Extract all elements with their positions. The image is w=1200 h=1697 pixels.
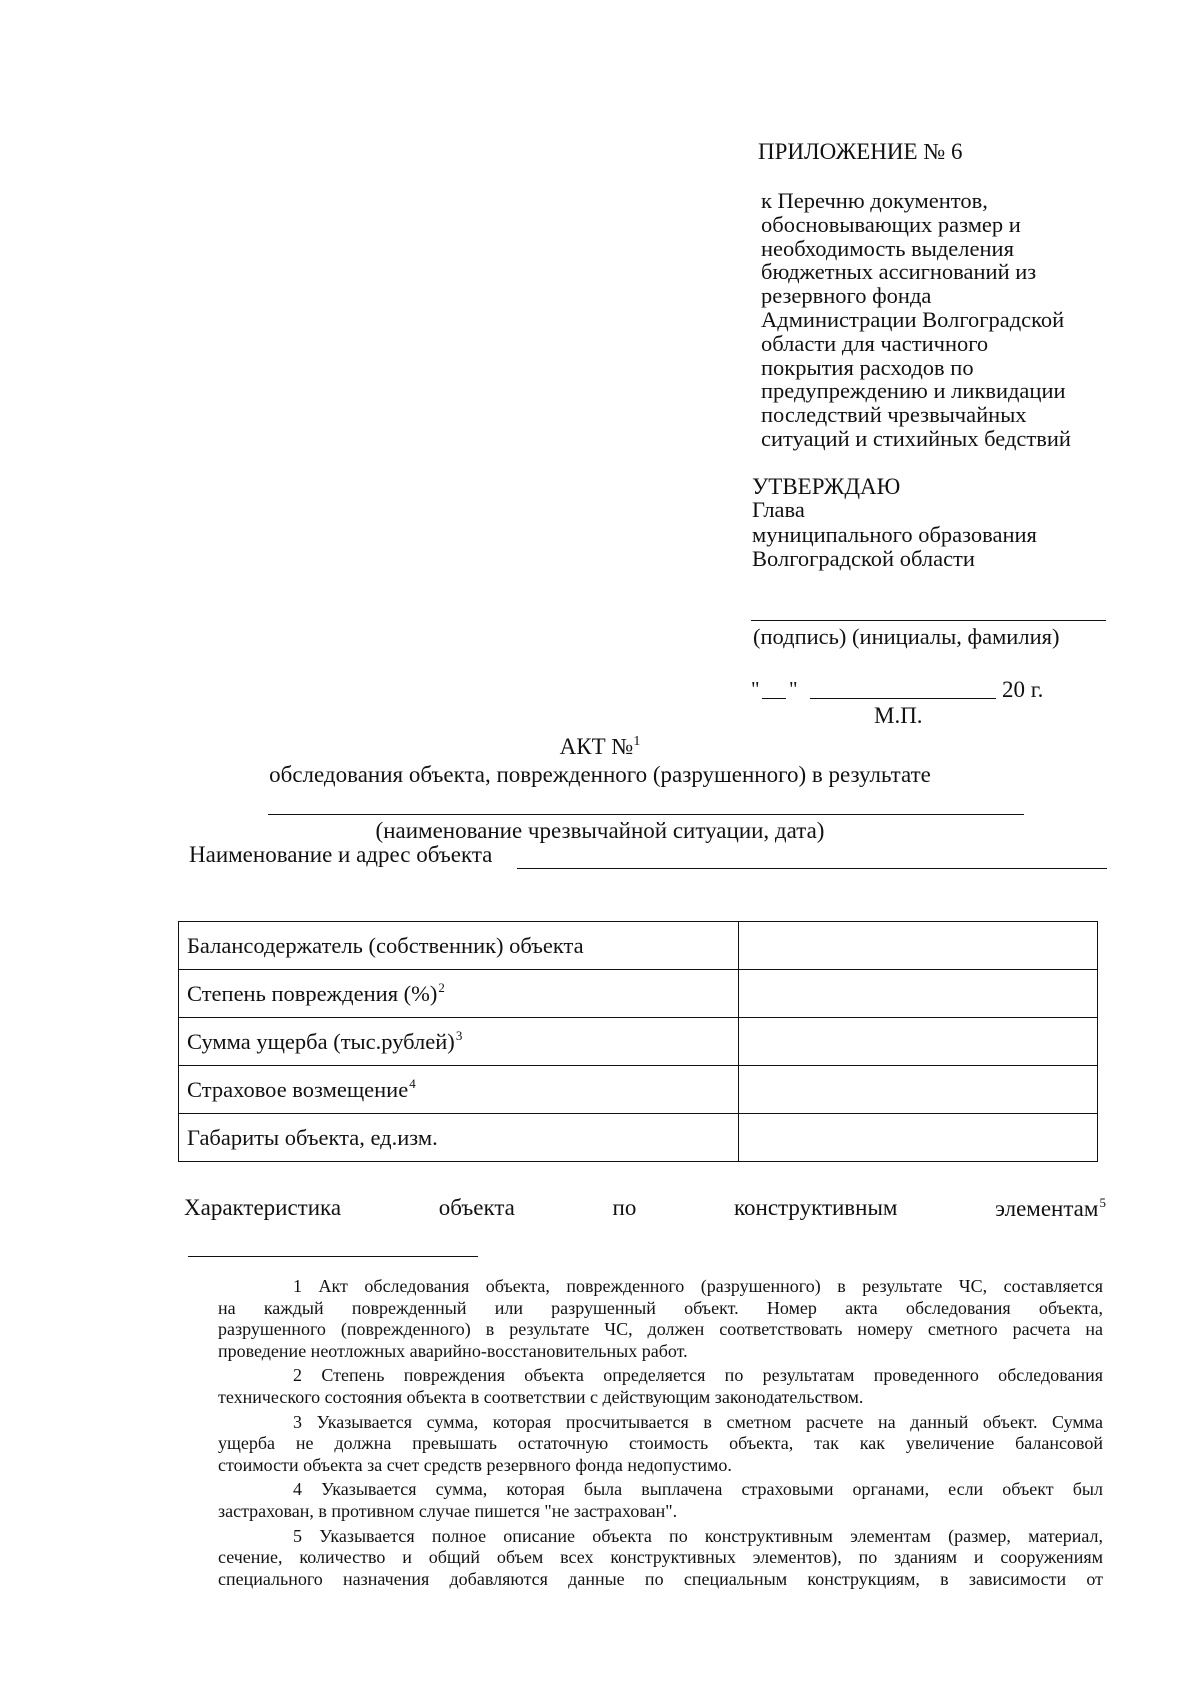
annex-line: бюджетных ассигнований из: [761, 259, 1037, 285]
footnote-line: на каждый поврежденный или разрушенный объект. Номер акта обследования объекта,: [218, 1297, 1103, 1318]
table-label-cell: [179, 1066, 739, 1114]
characteristic-word: по: [612, 1195, 637, 1220]
date-quote-close: ": [789, 677, 798, 701]
table-value-cell[interactable]: [739, 970, 1098, 1018]
characteristic-word: элементам: [995, 1196, 1099, 1221]
table-label-cell: [179, 922, 739, 970]
annex-line: области для частичного: [761, 330, 989, 356]
table-value-cell[interactable]: [739, 1114, 1098, 1162]
emergency-caption: (наименование чрезвычайной ситуации, дата): [375, 818, 825, 843]
footnote-line: стоимости объекта за счет средств резервного фонда недопустимо.: [218, 1454, 732, 1475]
footnote-line: застрахован, в противном случае пишется "не застрахован".: [218, 1500, 678, 1521]
footnote-line: 1 Акт обследования объекта, поврежденного (разрушенного) в результате ЧС, составляется: [293, 1276, 1103, 1296]
object-info-table: [178, 921, 1098, 1162]
annex-line: обосновывающих размер и: [761, 211, 1021, 237]
annex-line: необходимость выделения: [761, 235, 1014, 261]
table-row: [179, 922, 1098, 970]
table-row: [179, 1114, 1098, 1162]
characteristic-footnote-mark: 5: [1099, 1195, 1106, 1210]
row-label: Страховое возмещение: [187, 1077, 409, 1102]
characteristic-line: [184, 1195, 1106, 1222]
row-label: Степень повреждения (%): [187, 981, 438, 1006]
act-title: [0, 734, 1200, 760]
row-label: Габариты объекта, ед.изм.: [187, 1125, 438, 1150]
characteristic-word: конструктивным: [734, 1195, 898, 1220]
footnote-line: 4 Указывается сумма, которая была выплачена страховыми органами, если объект был: [293, 1479, 1103, 1500]
signature-line: [751, 620, 1106, 621]
footnotes: [218, 1276, 1103, 1590]
table-label-cell: [179, 970, 739, 1018]
table-label-cell: [179, 1018, 739, 1066]
row-label: Сумма ущерба (тыс.рублей): [187, 1029, 455, 1054]
table-row: [179, 970, 1098, 1018]
act-title-text: АКТ №: [559, 734, 634, 759]
approval-line: муниципального образования: [752, 521, 1037, 547]
signature-caption: (подпись) (инициалы, фамилия): [753, 624, 1060, 649]
table-label-cell: [179, 1114, 739, 1162]
emergency-name-line: [268, 814, 1024, 815]
annex-line: к Перечню документов,: [761, 188, 988, 213]
footnote-line: проведение неотложных аварийно-восстановительных работ.: [218, 1340, 688, 1361]
annex-line: предупреждению и ликвидации: [761, 378, 1066, 404]
table-value-cell[interactable]: [739, 922, 1098, 970]
footnote-line: специального назначения добавляются данные по специальным конструкциям, в зависимости от: [218, 1568, 1103, 1589]
row-label: Балансодержатель (собственник) объекта: [187, 933, 584, 958]
characteristic-word: Характеристика: [184, 1195, 342, 1220]
footnote-line: 5 Указывается полное описание объекта по конструктивным элементам (размер, материал,: [293, 1525, 1103, 1546]
table-row: [179, 1066, 1098, 1114]
footnote-line: 3 Указывается сумма, которая просчитывается в сметном расчете на данный объект. Сумма: [293, 1411, 1103, 1432]
row-footnote-mark: 3: [455, 1028, 463, 1043]
footnote-line: 2 Степень повреждения объекта определяется по результатам проведенного обследования: [293, 1365, 1103, 1386]
date-month-line: [810, 698, 996, 699]
table-row: [179, 1018, 1098, 1066]
approval-body: [752, 498, 1037, 572]
footnote-separator: [188, 1256, 478, 1257]
annex-line: Администрации Волгоградской: [761, 306, 1065, 332]
row-footnote-mark: 2: [438, 980, 445, 995]
characteristic-word-last: [995, 1195, 1106, 1222]
date-quote-open: ": [751, 677, 760, 701]
annex-line: покрытия расходов по: [761, 354, 974, 380]
object-name-label: Наименование и адрес объекта: [189, 842, 493, 867]
annex-line: резервного фонда: [761, 283, 932, 309]
annex-description: [761, 189, 1121, 451]
seal-label: М.П.: [874, 703, 923, 728]
annex-line: последствий чрезвычайных: [761, 402, 1027, 428]
characteristic-word: объекта: [438, 1195, 515, 1220]
date-year: 20 г.: [1002, 677, 1044, 702]
approval-line: Глава: [752, 497, 805, 522]
footnote-line: технического состояния объекта в соответствии с действующим законодательством.: [218, 1386, 864, 1407]
object-name-line: [517, 868, 1107, 869]
footnote-line: ущерба не должна превышать остаточную стоимость объекта, так как увеличение балансовой: [218, 1433, 1103, 1454]
act-title-footnote-mark: 1: [633, 734, 641, 749]
row-footnote-mark: 4: [409, 1076, 416, 1091]
annex-line: ситуаций и стихийных бедствий: [761, 425, 1071, 451]
act-subtitle: обследования объекта, поврежденного (разрушенного) в результате: [269, 762, 931, 787]
annex-title: ПРИЛОЖЕНИЕ № 6: [758, 139, 963, 164]
table-value-cell[interactable]: [739, 1018, 1098, 1066]
approval-line: Волгоградской области: [752, 546, 975, 571]
footnote-line: сечение, количество и общий объем всех конструктивных элементов), по зданиям и сооружениям: [218, 1547, 1103, 1568]
date-day-line: [762, 698, 786, 699]
approval-heading: УТВЕРЖДАЮ: [752, 474, 901, 499]
footnote-line: разрушенного (поврежденного) в результате ЧС, должен соответствовать номеру сметного расчета на: [218, 1319, 1103, 1340]
table-value-cell[interactable]: [739, 1066, 1098, 1114]
